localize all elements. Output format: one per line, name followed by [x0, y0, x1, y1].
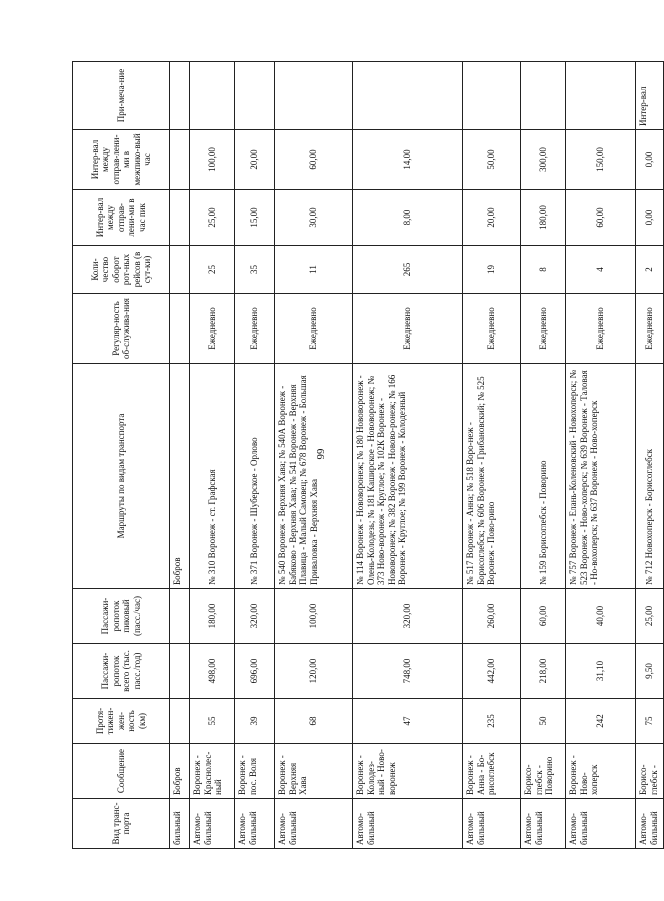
cell-pass-total: 696,00	[235, 644, 275, 699]
cell-routes: № 159 Борисоглебск - Поворино	[521, 364, 566, 589]
table-row	[566, 62, 636, 849]
col-header: Регуляр-ность об-служива-ния	[73, 294, 170, 364]
cell-pass-peak: 100,00	[275, 589, 353, 644]
cell-type: Автомо-бильный	[353, 799, 463, 849]
cell-regularity: Ежедневно	[521, 294, 566, 364]
col-header: Интер-вал между отправ-лени-ми в час пик	[73, 190, 170, 246]
cell-length: 39	[235, 699, 275, 744]
cell-routes: № 310 Воронеж - ст. Графская	[190, 364, 235, 589]
col-header: Коли-чество оборот рот-ных рейсов (в сут-ки)	[73, 246, 170, 294]
cell-type: Автомо-бильный	[190, 799, 235, 849]
cell-message: Борисо-глебск - Поворино	[521, 744, 566, 799]
cell-message: Воронеж - пос. Воля	[235, 744, 275, 799]
cell-trips: 25	[190, 246, 235, 294]
cell-regularity: Ежедневно	[353, 294, 463, 364]
cell-pass-total: 120,00	[275, 644, 353, 699]
cell-interval-peak: 8,00	[353, 190, 463, 246]
cell-regularity: Ежедневно	[463, 294, 521, 364]
col-header: Интер-вал между отправ-лени-ми в межпико-вый час	[73, 130, 170, 190]
cell-trips	[170, 246, 190, 294]
cell-pass-peak: 40,00	[566, 589, 636, 644]
cell-pass-peak: 25,00	[636, 589, 664, 644]
cell-interval-offpeak: 20,00	[235, 130, 275, 190]
cell-routes: № 371 Воронеж - Шуберское - Орлово	[235, 364, 275, 589]
cell-interval-peak: 20,00	[463, 190, 521, 246]
cell-trips: 265	[353, 246, 463, 294]
col-header: При-меча-ние	[73, 62, 170, 130]
table-row	[190, 62, 235, 849]
cell-interval-offpeak: 100,00	[190, 130, 235, 190]
cell-note	[190, 62, 235, 130]
cell-length: 68	[275, 699, 353, 744]
cell-message: Бобров	[170, 744, 190, 799]
table-row	[463, 62, 521, 849]
cell-interval-peak: 25,00	[190, 190, 235, 246]
cell-routes: № 757 Воронеж - Елань-Коленовский - Новохоперск; № 523 Воронеж - Ново-хоперск; № 639 Воронеж - Таловая - Но-вохоперск; № 637 Воронеж - Ново-хоперск	[566, 364, 636, 589]
cell-message: Воронеж - Колодез-ный - Ново-воронеж	[353, 744, 463, 799]
cell-pass-total	[170, 644, 190, 699]
cell-pass-peak: 260,00	[463, 589, 521, 644]
cell-routes: № 517 Воронеж - Анна; № 518 Воро-неж - Борисоглебск; № 606 Воронеж - Грибановский; № 525 Воронеж - Пово-рино	[463, 364, 521, 589]
cell-message: Воронеж - Анна - Бо-рисоглебск	[463, 744, 521, 799]
cell-regularity: Ежедневно	[275, 294, 353, 364]
cell-length: 50	[521, 699, 566, 744]
cell-note	[521, 62, 566, 130]
cell-type: Автомо-бильный	[636, 799, 664, 849]
cell-interval-peak	[170, 190, 190, 246]
cell-interval-peak: 0,00	[636, 190, 664, 246]
cell-note	[235, 62, 275, 130]
cell-interval-offpeak: 0,00	[636, 130, 664, 190]
page-number: 66	[314, 448, 326, 460]
cell-regularity: Ежедневно	[566, 294, 636, 364]
cell-note	[275, 62, 353, 130]
table-row	[170, 62, 190, 849]
cell-pass-total: 9,50	[636, 644, 664, 699]
routes-table	[72, 61, 664, 849]
table-header-row	[73, 62, 170, 849]
cell-note: Интер-вал	[636, 62, 664, 130]
cell-pass-total: 31,10	[566, 644, 636, 699]
cell-pass-peak: 320,00	[235, 589, 275, 644]
cell-trips: 11	[275, 246, 353, 294]
cell-regularity	[170, 294, 190, 364]
table-row	[521, 62, 566, 849]
table-row	[275, 62, 353, 849]
cell-pass-total: 498,00	[190, 644, 235, 699]
cell-message: Борисо-глебск -	[636, 744, 664, 799]
cell-routes: № 712 Новохоперск - Борисоглебск	[636, 364, 664, 589]
table-row	[636, 62, 664, 849]
cell-interval-offpeak: 50,00	[463, 130, 521, 190]
cell-interval-offpeak: 300,00	[521, 130, 566, 190]
cell-trips: 35	[235, 246, 275, 294]
cell-type: бильный	[170, 799, 190, 849]
cell-routes: № 114 Воронеж - Нововоронеж; № 180 Нововоронеж - Олень-Колодезь; № 181 Каширское - Нововоронеж; № 373 Ново-воронеж - Круглое; № 102К Воронеж - Нововоронеж; № 382 Воронеж - Новово-ронеж; № 166 Воронеж - Круглое; № 199 Воронеж - Колодезный	[353, 364, 463, 589]
cell-message: Воронеж - Ново-хоперск	[566, 744, 636, 799]
cell-pass-total: 218,00	[521, 644, 566, 699]
cell-length: 235	[463, 699, 521, 744]
cell-note	[170, 62, 190, 130]
cell-type: Автомо-бильный	[275, 799, 353, 849]
cell-note	[463, 62, 521, 130]
cell-trips: 2	[636, 246, 664, 294]
cell-regularity: Ежедневно	[190, 294, 235, 364]
cell-length: 47	[353, 699, 463, 744]
cell-interval-offpeak	[170, 130, 190, 190]
cell-message: Воронеж - Верхняя Хава	[275, 744, 353, 799]
cell-note	[566, 62, 636, 130]
cell-pass-peak: 320,00	[353, 589, 463, 644]
cell-interval-peak: 60,00	[566, 190, 636, 246]
cell-length: 75	[636, 699, 664, 744]
cell-length	[170, 699, 190, 744]
cell-pass-peak: 180,00	[190, 589, 235, 644]
rotated-table-wrapper	[72, 62, 659, 849]
cell-pass-peak	[170, 589, 190, 644]
cell-message: Воронеж - Краснолес-ный	[190, 744, 235, 799]
cell-trips: 4	[566, 246, 636, 294]
col-header: Пассажи-ропоток всего (тыс. пасс./год)	[73, 644, 170, 699]
cell-routes: № 540 Воронеж - Верхняя Хава; № 540А Воронеж - Бабяково - Верхняя Хава; № 541 Воронеж - Верхняя Плавица - Малый Самовец; № 678 Воронеж - Большая Приваловка - Верхняя Хава	[275, 364, 353, 589]
cell-pass-peak: 60,00	[521, 589, 566, 644]
cell-interval-offpeak: 60,00	[275, 130, 353, 190]
cell-routes: Бобров	[170, 364, 190, 589]
table-row	[235, 62, 275, 849]
table-row	[353, 62, 463, 849]
col-header: Сообщение	[73, 744, 170, 799]
cell-length: 55	[190, 699, 235, 744]
col-header: Пассажи-ропоток пиковый (пасс./час)	[73, 589, 170, 644]
cell-regularity: Ежедневно	[235, 294, 275, 364]
cell-type: Автомо-бильный	[521, 799, 566, 849]
cell-type: Автомо-бильный	[566, 799, 636, 849]
cell-note	[353, 62, 463, 130]
cell-interval-peak: 180,00	[521, 190, 566, 246]
cell-pass-total: 748,00	[353, 644, 463, 699]
cell-interval-offpeak: 150,00	[566, 130, 636, 190]
cell-type: Автомо-бильный	[235, 799, 275, 849]
cell-trips: 8	[521, 246, 566, 294]
cell-pass-total: 442,00	[463, 644, 521, 699]
cell-interval-peak: 30,00	[275, 190, 353, 246]
cell-trips: 19	[463, 246, 521, 294]
col-header: Протя-тижен-жен-ность (км)	[73, 699, 170, 744]
col-header: Маршруты по видам транспорта	[73, 364, 170, 589]
cell-type: Автомо-бильный	[463, 799, 521, 849]
cell-interval-offpeak: 14,00	[353, 130, 463, 190]
cell-length: 242	[566, 699, 636, 744]
cell-regularity: Ежедневно	[636, 294, 664, 364]
cell-interval-peak: 15,00	[235, 190, 275, 246]
col-header: Вид транс-порта	[73, 799, 170, 849]
